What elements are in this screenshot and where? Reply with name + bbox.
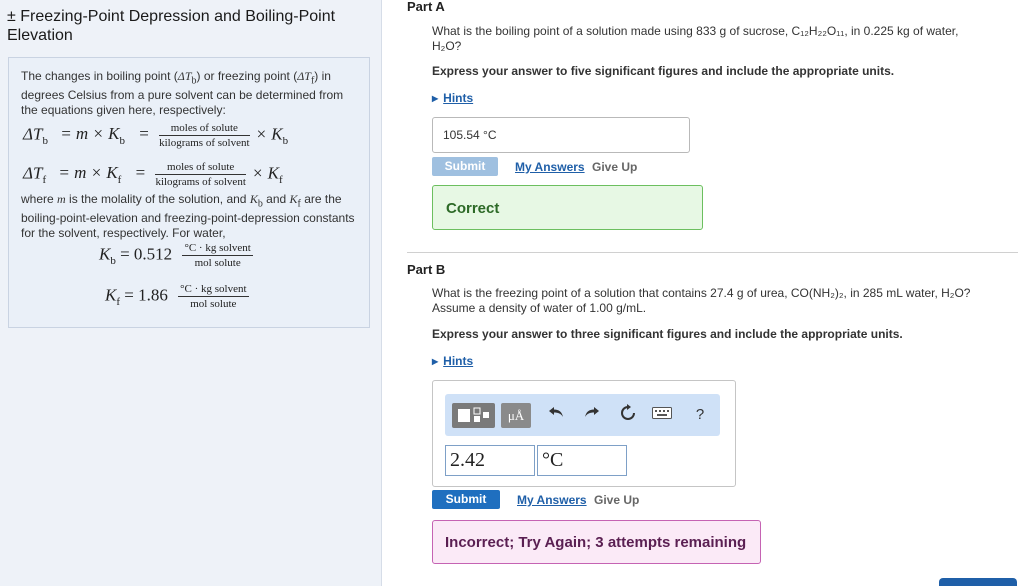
part-b-feedback-incorrect: Incorrect; Try Again; 3 attempts remaining: [432, 520, 761, 564]
part-b-my-answers-link[interactable]: My Answers: [517, 493, 587, 507]
freezing-equation: $\Delta T_f = m \times K_f$ = $\frac{\text{moles of solute}}{\text{kilograms of solvent}}$ × $K_f$: [23, 161, 283, 188]
boiling-fraction: $\frac{\text{moles of solute}}{\text{kilograms of solvent}}$: [159, 122, 250, 149]
part-b-question: What is the freezing point of a solution that contains 27.4 g of urea, CO(NH₂)₂, in 285 mL water, H₂O? Assume a density of water of 1.00 g/mL.: [432, 286, 971, 315]
info-card: [8, 57, 370, 328]
part-b-hints-link[interactable]: ▶ Hints: [432, 354, 474, 368]
part-b-give-up-link[interactable]: Give Up: [594, 493, 640, 507]
undo-icon[interactable]: [545, 404, 567, 426]
part-a-my-answers-link[interactable]: My Answers: [515, 160, 585, 174]
boiling-equation: $\Delta T_b = m \times K_b$ = $\frac{\text{moles of solute}}{\text{kilograms of solvent}}$ × $K_b$: [23, 122, 289, 149]
value-input[interactable]: 2.42: [445, 445, 535, 476]
reset-icon[interactable]: [617, 404, 639, 426]
part-a-question: What is the boiling point of a solution made using 833 g of sucrose, C₁₂H₂₂O₁₁, in 0.225 kg of water, H₂O?: [432, 24, 959, 53]
intro-text: The changes in boiling point $(\Delta T_b)$ or freezing point $(\Delta T_f)$ in degrees Celsius from a pure solvent can be determined from the equations given here, respectively:: [21, 69, 344, 118]
help-icon[interactable]: ?: [695, 406, 705, 423]
freezing-fraction: $\frac{\text{moles of solute}}{\text{kilograms of solvent}}$: [155, 161, 246, 188]
expand-triangle-icon: ▶: [432, 357, 439, 366]
part-a-label: Part A: [407, 0, 445, 14]
keyboard-icon[interactable]: [651, 404, 673, 426]
part-b-label: Part B: [407, 262, 446, 277]
kf-constant: $K_f = 1.86$ $\frac{\text{°C · kg solvent}}{\text{mol solute}}$: [105, 283, 247, 310]
part-a-give-up-link[interactable]: Give Up: [592, 160, 638, 174]
units-button[interactable]: μÅ: [501, 403, 531, 428]
templates-icon: [452, 403, 495, 428]
part-a-answer-field: 105.54 °C: [432, 117, 690, 153]
left-panel: [0, 0, 382, 586]
continue-button[interactable]: [939, 578, 1017, 586]
part-divider: [407, 252, 1018, 253]
part-a-submit-button[interactable]: Submit: [432, 157, 498, 176]
part-a-hints-link[interactable]: ▶ Hints: [432, 91, 474, 105]
redo-icon[interactable]: [581, 404, 603, 426]
part-a-feedback-correct: Correct: [432, 185, 703, 230]
unit-input[interactable]: °C: [537, 445, 627, 476]
kb-constant: $K_b = 0.512$ $\frac{\text{°C · kg solvent}}{\text{mol solute}}$: [99, 242, 251, 269]
templates-button[interactable]: [452, 403, 495, 428]
part-a-instruction: Express your answer to five significant figures and include the appropriate units.: [432, 64, 895, 78]
part-b-answer-box: [432, 380, 736, 487]
problem-title: ± Freezing-Point Depression and Boiling-Point Elevation: [7, 8, 336, 44]
part-b-submit-button[interactable]: Submit: [432, 490, 500, 509]
math-toolbar: [445, 394, 720, 436]
expand-triangle-icon: ▶: [432, 94, 439, 103]
part-b-instruction: Express your answer to three significant figures and include the appropriate units.: [432, 327, 903, 341]
where-text: where m is the molality of the solution, and $K_b$ and $K_f$ are the boiling-point-elevation and freezing-point-depression constants for the solvent, respectively. For water,: [21, 192, 355, 241]
